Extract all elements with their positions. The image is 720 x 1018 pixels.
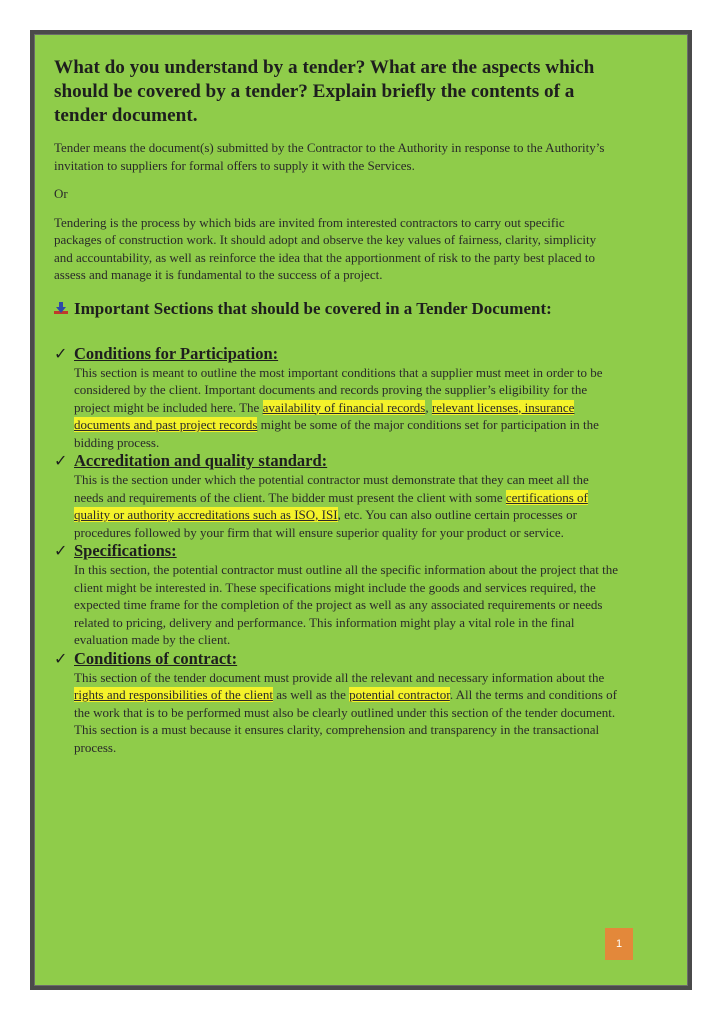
body-text: In this section, the potential contractor must outline all the specific information about the project that the client might be interested in. These specifications might include the goods and services required, the expected time frame for the completion of the project as well as any associated requirements or needs related to pricing, delivery and performance. This information might play a vital role in the final evaluation made by the client. [74, 562, 619, 647]
section-item [54, 648, 617, 757]
checkmark-icon: ✓ [54, 541, 68, 560]
section-header [54, 451, 614, 471]
section-title: Accreditation and quality standard: [74, 451, 328, 470]
section-body [74, 669, 619, 757]
checkmark-icon: ✓ [54, 343, 68, 363]
arrow-bullet-icon [54, 298, 74, 320]
section-body [74, 364, 619, 452]
section-header [54, 541, 614, 561]
section-title: Conditions for Participation: [74, 343, 279, 363]
section-list [54, 343, 619, 757]
highlighted-text: relevant licenses, insurance documents and past project records [74, 399, 575, 432]
section-header [54, 344, 614, 364]
document-title: What do you understand by a tender? What are the aspects which should be covered by a tender? Explain briefly the contents of a tender document. [54, 57, 595, 126]
body-text: , etc. You can also outline certain processes or procedures followed by your firm that will ensure superior quality for your product or service. [74, 507, 577, 540]
section-body [74, 561, 619, 649]
section-title: Specifications: [74, 541, 177, 560]
section-item [54, 541, 619, 649]
section-item [54, 451, 614, 541]
checkmark-icon: ✓ [54, 451, 68, 470]
body-text: . All the terms and conditions of the work that is to be performed must also be clearly outlined under this section of the tender document. This section is a must because it ensures clarity, comprehension and transparency in the transactional process. [74, 687, 617, 755]
important-heading-text: Important Sections that should be covered in a Tender Document: [74, 298, 552, 318]
body-text: This section of the tender document must provide all the relevant and necessary information about the [74, 669, 605, 685]
section-body [74, 471, 619, 541]
section-header [54, 649, 614, 669]
highlighted-text: certifications of quality or authority accreditations such as ISO, ISI [74, 489, 588, 522]
important-sections-heading [54, 298, 614, 320]
highlighted-text: potential contractor [349, 687, 450, 702]
body-text: This is the section under which the potential contractor must demonstrate that they can meet all the needs and requirements of the client. The bidder must present the client with some [74, 472, 589, 505]
section-title: Conditions of contract: [74, 648, 238, 668]
page-number-badge [605, 928, 633, 960]
section-item [54, 344, 614, 452]
or-separator: Or [54, 186, 68, 201]
document-content [54, 56, 619, 756]
body-text: , [425, 399, 432, 415]
highlighted-text: rights and responsibilities of the client [74, 687, 273, 702]
highlighted-text: availability of financial records [262, 399, 426, 415]
body-text: as well as the [272, 687, 350, 702]
checkmark-icon: ✓ [54, 648, 68, 668]
intro-paragraph: Tender means the document(s) submitted by the Contractor to the Authority in response to the Authority’s invitation to suppliers for formal offers to supply it with the Services. [54, 140, 605, 173]
tendering-paragraph: Tendering is the process by which bids are invited from interested contractors to carry out specific packages of construction work. It should adopt and observe the key values of fairness, clarity, simplicity and accountability, as well as reinforce the idea that the apportionment of risk to the party best placed to assess and manage it is fundamental to the success of a project. [54, 214, 597, 282]
page-number: 1 [615, 938, 623, 950]
body-text: might be some of the major conditions set for participation in the bidding process. [74, 417, 599, 450]
body-text: This section is meant to outline the most important conditions that a supplier must meet in order to be considered by the client. Important documents and records proving the supplier’s eligibility for the project might be included here. The [74, 364, 603, 415]
